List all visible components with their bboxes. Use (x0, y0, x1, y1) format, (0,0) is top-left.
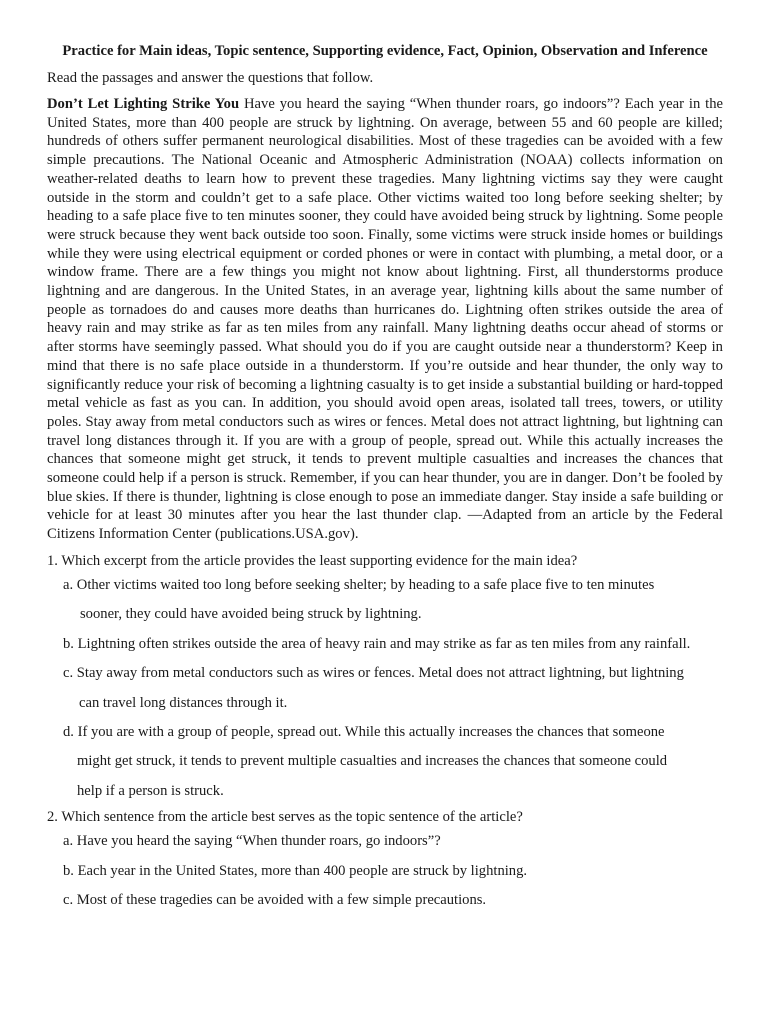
question-1-prompt: 1. Which excerpt from the article provides the least supporting evidence for the main idea? (47, 552, 578, 569)
option-text-continued: might get struck, it tends to prevent multiple casualties and increases the chances that someone could (77, 753, 668, 770)
question-1-option-a[interactable] (47, 571, 723, 630)
option-text: a. Have you heard the saying “When thunder roars, go indoors”? (63, 833, 441, 850)
question-2-prompt: 2. Which sentence from the article best serves as the topic sentence of the article? (47, 809, 523, 826)
instructions-text: Read the passages and answer the questions that follow. (47, 70, 374, 86)
question-2-option-c[interactable] (47, 886, 723, 915)
passage-title: Don’t Let Lighting Strike You (47, 96, 240, 112)
question-1-option-c[interactable] (47, 659, 723, 718)
document-title: Practice for Main ideas, Topic sentence, Supporting evidence, Fact, Opinion, Observation and Inference (62, 43, 708, 59)
question-1 (47, 552, 723, 806)
document-page (47, 0, 723, 915)
question-1-option-b[interactable] (47, 630, 723, 659)
passage (47, 95, 723, 544)
question-1-option-d[interactable] (47, 718, 723, 806)
option-text: c. Stay away from metal conductors such as wires or fences. Metal does not attract lightning, but lightning (63, 665, 684, 682)
option-text: d. If you are with a group of people, spread out. While this actually increases the chances that someone (63, 723, 665, 740)
question-2 (47, 808, 723, 915)
option-text: c. Most of these tragedies can be avoided with a few simple precautions. (63, 891, 487, 908)
option-text: b. Each year in the United States, more than 400 people are struck by lightning. (63, 862, 528, 879)
option-text-continued: can travel long distances through it. (79, 694, 288, 711)
option-text-continued: help if a person is struck. (77, 782, 224, 799)
passage-body: Have you heard the saying “When thunder roars, go indoors”? Each year in the United States, more than 400 people are struck by lightning. On average, between 55 and 60 people are killed; hundreds of others suffer permanent neurological disabilities. Most of these tragedies can be avoided with a few simple precautions. The National Oceanic and Atmospheric Administration (NOAA) collects information on weather-related deaths to learn how to prevent these tragedies. Many lightning victims say they were caught outside in the storm and couldn’t get to a safe place. Other victims waited too long before seeking shelter; by heading to a safe place five to ten minutes sooner, they could have avoided being struck by lightning. Some people were struck because they went back outside too soon. Finally, some victims were struck inside homes or buildings while they were using electrical equipment or corded phones or were in contact with plumbing, a metal door, or a window frame. There are a few things you might not know about lightning. First, all thunderstorms produce lightning and are dangerous. In the United States, in an average year, lightning kills about the same number of people as tornadoes do and causes more deaths than hurricanes do. Lightning often strikes outside the area of heavy rain and may strike as far as ten miles from any rainfall. Many lightning deaths occur ahead of storms or after storms have seemingly passed. What should you do if you are caught outside near a thunderstorm? Keep in mind that there is no safe place outside in a thunderstorm. If you’re outside and hear thunder, the only way to significantly reduce your risk of becoming a lightning casualty is to get inside a substantial building or hard-topped metal vehicle as fast as you can. In addition, you should avoid open areas, isolated tall trees, towers, or utility poles. Stay away from metal conductors such as wires or fences. Metal does not attract lightning, but lightning can travel long distances through it. If you are with a group of people, spread out. While this actually increases the chances that someone might get struck, it tends to prevent multiple casualties and increases the chances that someone could help if a person is struck. Remember, if you can hear thunder, you are in danger. Don’t be fooled by blue skies. If there is thunder, lightning is close enough to pose an immediate danger. Stay inside a safe building or vehicle for at least 30 minutes after you hear the last thunder clap. —Adapted from an article by the Federal Citizens Information Center (publications.USA.gov). (47, 96, 724, 543)
option-text: b. Lightning often strikes outside the area of heavy rain and may strike as far as ten miles from any rainfall. (63, 635, 691, 652)
option-text-continued: sooner, they could have avoided being struck by lightning. (80, 606, 422, 623)
option-text: a. Other victims waited too long before seeking shelter; by heading to a safe place five to ten minutes (63, 576, 655, 593)
question-2-option-a[interactable] (47, 827, 723, 856)
question-2-option-b[interactable] (47, 857, 723, 886)
